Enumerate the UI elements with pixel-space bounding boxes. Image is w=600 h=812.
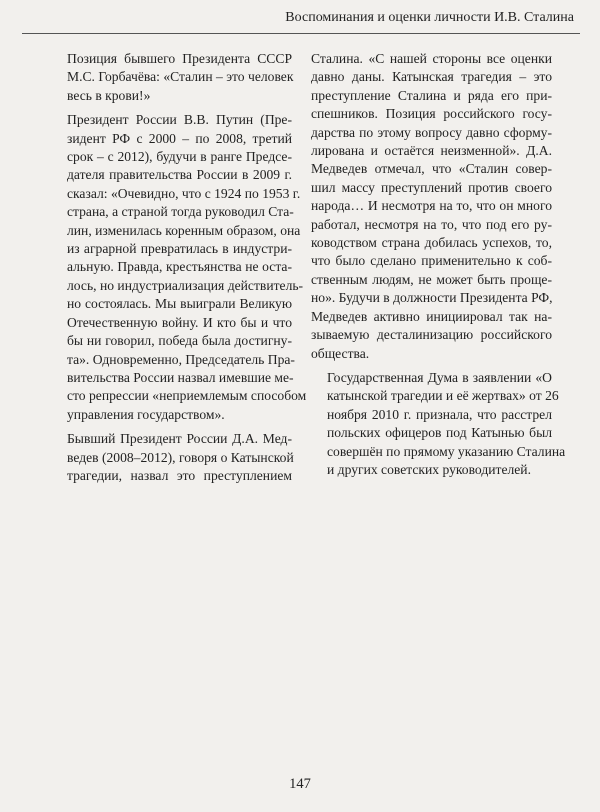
text-line: ноября 2010 г. признала, что расстрел — [327, 406, 552, 422]
text-line: лин, изменилась коренным образом, она — [67, 222, 301, 238]
text-line: та». Одновременно, Председатель Пра- — [67, 351, 295, 367]
text-line: польских офицеров под Катынью был — [327, 425, 552, 441]
text-line: и других советских руководителей. — [327, 461, 531, 477]
text-line: лось, но индустриализация действитель- — [67, 277, 304, 293]
text-line: зываемую десталинизацию российского — [311, 327, 552, 343]
text-line: но». Будучи в должности Президента РФ, — [311, 290, 553, 306]
text-line: что было сделано применительно к соб- — [311, 253, 552, 269]
right-column — [311, 50, 566, 485]
text-line: альную. Правда, крестьянства не оста- — [67, 259, 292, 275]
text-line: дателя правительства России в 2009 г. — [67, 167, 292, 183]
text-line: зидент РФ с 2000 – по 2008, третий — [67, 130, 292, 146]
text-line: преступление Сталина и ряда его при- — [311, 87, 552, 103]
paragraph-putin — [51, 111, 307, 424]
text-line: срок – с 2012), будучи в ранге Предсе- — [67, 149, 292, 165]
paragraph-gorbachev — [51, 50, 292, 105]
left-column — [51, 50, 307, 491]
text-line: Медведев отмечал, что «Сталин совер- — [311, 161, 552, 177]
paragraph-state-duma — [311, 369, 566, 479]
text-line: совершён по прямому указанию Сталина — [327, 443, 566, 459]
text-line: вительства России назвал имевшие ме- — [67, 369, 294, 385]
paragraph-medvedev-continued — [311, 50, 552, 363]
page-number: 147 — [289, 776, 311, 792]
header-rule — [22, 33, 580, 34]
text-line: сказал: «Очевидно, что с 1924 по 1953 г. — [67, 185, 301, 201]
text-line: весь в крови!» — [67, 87, 151, 103]
text-line: давно даны. Катынская трагедия – это — [311, 69, 552, 85]
text-line: дарства по этому вопросу давно сформу- — [311, 124, 552, 140]
text-line: ководством страна добилась успехов, то, — [311, 235, 552, 251]
text-line: Медведев активно инициировал так на- — [311, 308, 552, 324]
text-line: спешников. Позиция российского госу- — [311, 106, 552, 122]
text-line: лирована и остаётся неизменной». Д.А. — [311, 143, 552, 159]
text-line: Отечественную войну. И кто бы и что — [67, 314, 292, 330]
running-header: Воспоминания и оценки личности И.В. Сталина — [285, 10, 574, 25]
paragraph-medvedev — [51, 430, 292, 485]
text-line: Сталина. «С нашей стороны все оценки — [311, 51, 552, 66]
text-line: Государственная Дума в заявлении «О — [327, 369, 552, 385]
text-line: Президент России В.В. Путин (Пре- — [67, 112, 292, 128]
text-line: ственным людям, не может быть проще- — [311, 271, 552, 287]
text-line: Бывший Президент России Д.А. Мед- — [67, 431, 292, 447]
text-line: управления государством». — [67, 406, 225, 422]
text-line: сто репрессии «неприемлемым способом — [67, 388, 307, 404]
text-line: трагедии, назвал это преступлением — [67, 467, 292, 483]
text-line: ведев (2008–2012), говоря о Катынской — [67, 449, 294, 465]
text-line: из аграрной превратилась в индустри- — [67, 241, 292, 257]
text-line: шил массу преступлений против своего — [311, 179, 552, 195]
text-line: народа… И несмотря на то, что он много — [311, 198, 552, 214]
text-line: бы ни говорил, победа была достигну- — [67, 333, 292, 349]
text-line: Позиция бывшего Президента СССР — [67, 51, 292, 66]
text-line: работал, несмотря на то, что под его ру- — [311, 216, 552, 232]
text-line: общества. — [311, 345, 370, 361]
text-line: катынской трагедии и её жертвах» от 26 — [327, 388, 559, 404]
text-line: М.С. Горбачёва: «Сталин – это человек — [67, 69, 294, 85]
text-line: страна, а страной тогда руководил Ста- — [67, 204, 294, 220]
text-line: но состоялась. Мы выиграли Великую — [67, 296, 292, 312]
